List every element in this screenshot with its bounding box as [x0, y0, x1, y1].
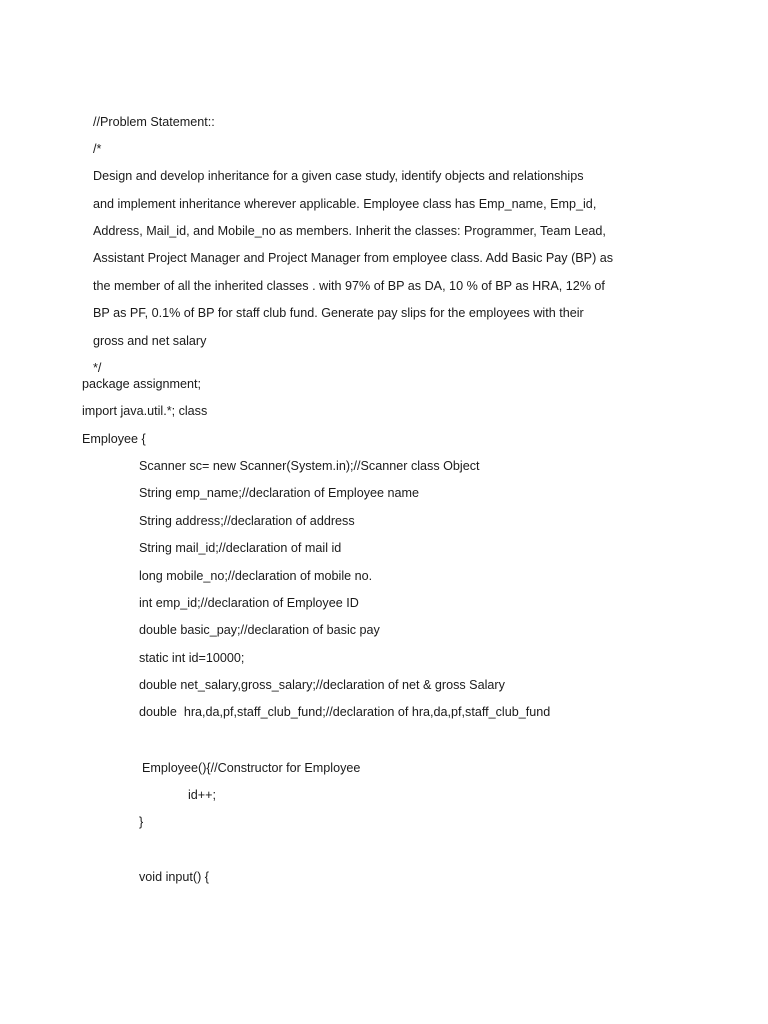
comment-line: BP as PF, 0.1% of BP for staff club fund. Generate pay slips for the employees with their: [93, 306, 584, 320]
comment-line: /*: [93, 142, 102, 156]
comment-line: //Problem Statement::: [93, 115, 215, 129]
comment-line: and implement inheritance wherever applicable. Employee class has Emp_name, Emp_id,: [93, 197, 597, 211]
code-line: Scanner sc= new Scanner(System.in);//Scanner class Object: [139, 459, 480, 473]
code-line: package assignment;: [82, 377, 202, 391]
code-line: }: [139, 815, 144, 829]
code-line: import java.util.*; class: [82, 404, 208, 418]
code-line: long mobile_no;//declaration of mobile no.: [139, 569, 373, 583]
comment-line: the member of all the inherited classes . with 97% of BP as DA, 10 % of BP as HRA, 12% of: [93, 279, 605, 293]
code-line: Employee {: [82, 432, 146, 446]
code-line: id++;: [188, 788, 217, 802]
comment-line: */: [93, 361, 102, 375]
code-line: double hra,da,pf,staff_club_fund;//declaration of hra,da,pf,staff_club_fund: [139, 705, 551, 719]
code-line: String emp_name;//declaration of Employee name: [139, 486, 420, 500]
comment-line: gross and net salary: [93, 334, 207, 348]
code-line: String address;//declaration of address: [139, 514, 355, 528]
comment-line: Assistant Project Manager and Project Manager from employee class. Add Basic Pay (BP) as: [93, 251, 614, 265]
comment-line: Address, Mail_id, and Mobile_no as members. Inherit the classes: Programmer, Team Lead,: [93, 224, 606, 238]
code-line: int emp_id;//declaration of Employee ID: [139, 596, 359, 610]
code-line: double net_salary,gross_salary;//declaration of net & gross Salary: [139, 678, 505, 692]
code-line: double basic_pay;//declaration of basic pay: [139, 623, 380, 637]
comment-line: Design and develop inheritance for a given case study, identify objects and relationships: [93, 169, 584, 183]
code-line: Employee(){//Constructor for Employee: [142, 761, 361, 775]
code-line: void input() {: [139, 870, 210, 884]
code-line: String mail_id;//declaration of mail id: [139, 541, 342, 555]
code-line: static int id=10000;: [139, 651, 245, 665]
